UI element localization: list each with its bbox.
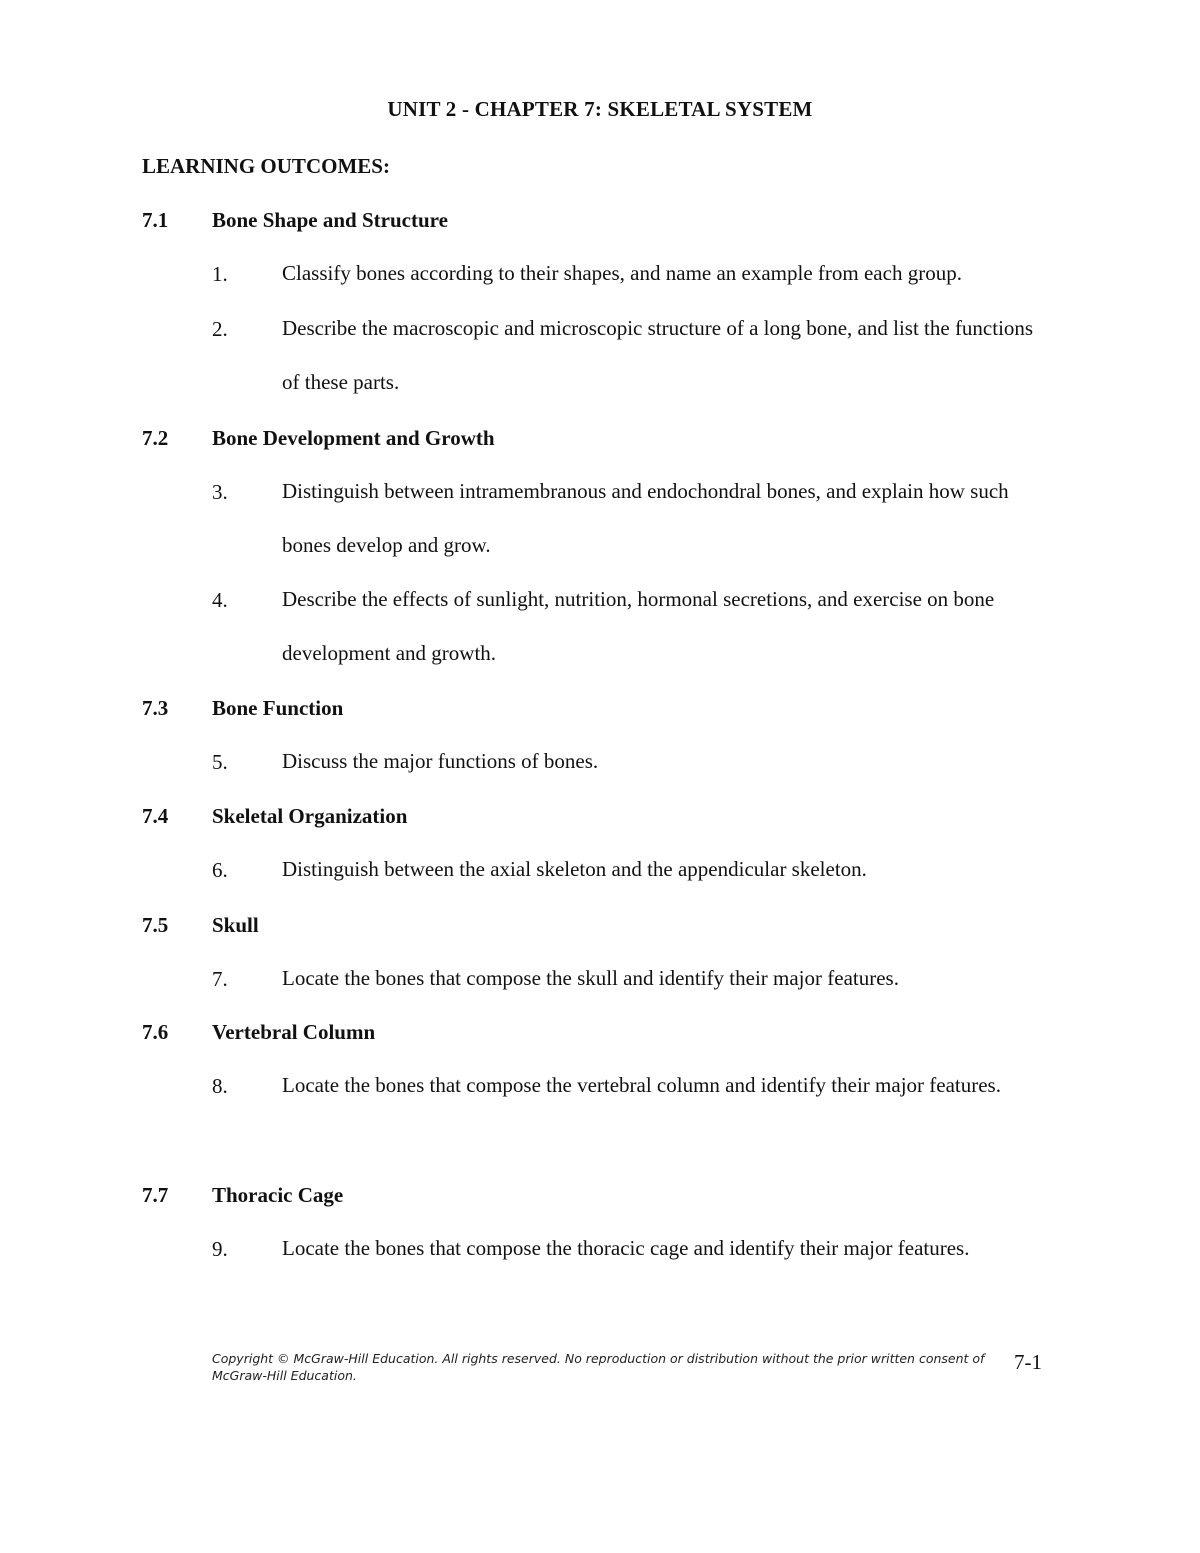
page-number: 7-1 <box>1014 1350 1042 1374</box>
outcome-text: Locate the bones that compose the thoracic cage and identify their major features. <box>282 1236 970 1260</box>
page-title: UNIT 2 - CHAPTER 7: SKELETAL SYSTEM <box>387 97 813 121</box>
section-number: 7.1 <box>142 208 169 232</box>
section-title: Bone Shape and Structure <box>212 208 448 232</box>
section-number: 7.6 <box>142 1020 169 1044</box>
section-number: 7.3 <box>142 696 169 720</box>
outcome-number: 3. <box>212 480 228 504</box>
learning-outcomes-heading: LEARNING OUTCOMES: <box>142 154 390 178</box>
outcome-number: 9. <box>212 1237 228 1261</box>
outcome-text: Locate the bones that compose the skull and identify their major features. <box>282 966 899 990</box>
outcome-text: Distinguish between intramembranous and endochondral bones, and explain how such bones develop and grow. <box>282 479 1009 557</box>
outcome-text: Describe the effects of sunlight, nutrition, hormonal secretions, and exercise on bone development and growth. <box>282 587 995 665</box>
outcome-number: 4. <box>212 588 228 612</box>
section-number: 7.5 <box>142 913 169 937</box>
outcome-number: 7. <box>212 967 228 991</box>
outcome-text: Discuss the major functions of bones. <box>282 749 599 773</box>
outcome-number: 5. <box>212 750 228 774</box>
outcome-number: 1. <box>212 262 228 286</box>
section-title: Thoracic Cage <box>212 1183 344 1207</box>
section-title: Bone Function <box>212 696 344 720</box>
section-title: Vertebral Column <box>212 1020 376 1044</box>
outcome-text: Classify bones according to their shapes, and name an example from each group. <box>282 261 962 285</box>
copyright-notice: Copyright © McGraw-Hill Education. All rights reserved. No reproduction or distribution without the prior written consent of McGraw-Hill Education. <box>212 1351 985 1383</box>
section-number: 7.4 <box>142 804 169 828</box>
section-number: 7.7 <box>142 1183 169 1207</box>
outcome-number: 6. <box>212 858 228 882</box>
outcome-text: Describe the macroscopic and microscopic structure of a long bone, and list the functions of these parts. <box>282 316 1034 394</box>
outcome-number: 2. <box>212 317 228 341</box>
outcome-number: 8. <box>212 1074 228 1098</box>
section-title: Skull <box>212 913 259 937</box>
section-number: 7.2 <box>142 426 169 450</box>
section-title: Skeletal Organization <box>212 804 408 828</box>
outcome-text: Distinguish between the axial skeleton and the appendicular skeleton. <box>282 857 867 881</box>
outcome-text: Locate the bones that compose the vertebral column and identify their major features. <box>282 1073 1001 1097</box>
section-title: Bone Development and Growth <box>212 426 495 450</box>
